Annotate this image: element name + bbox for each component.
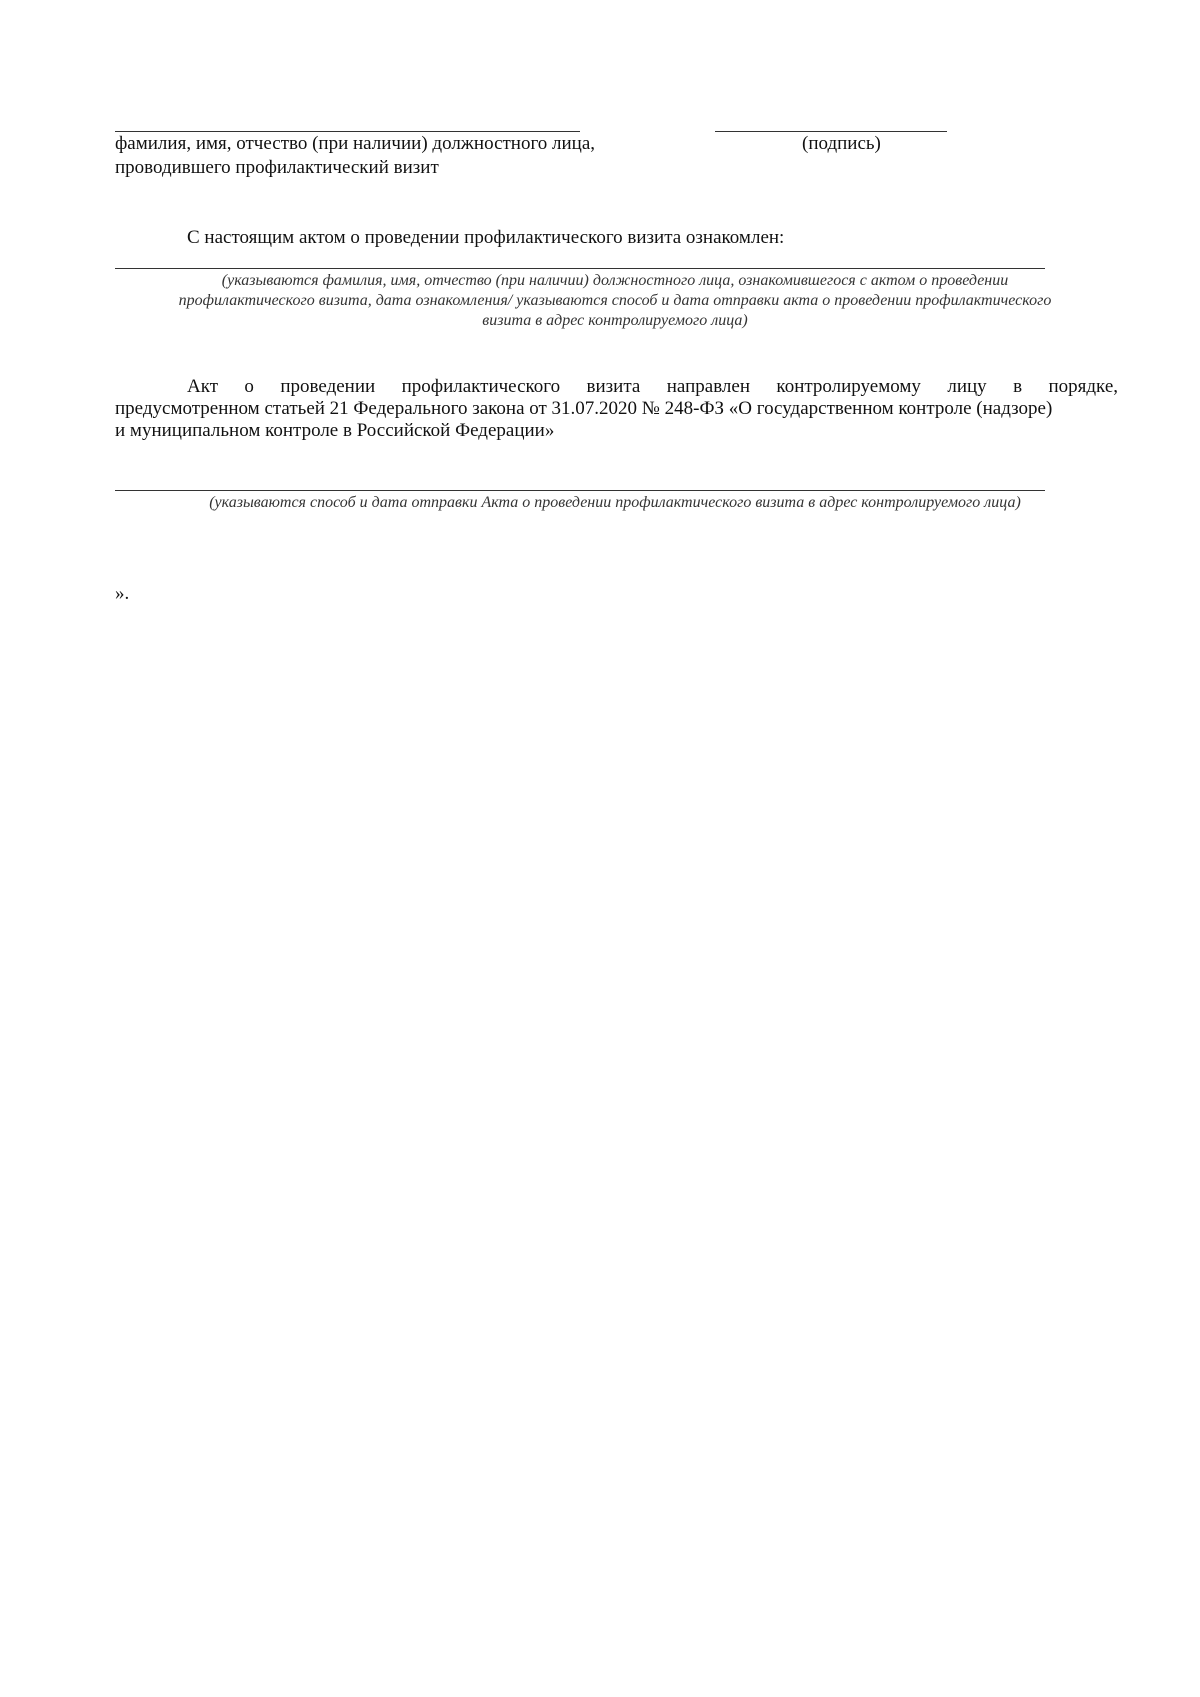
- sending-paragraph-line1: Акт о проведении профилактического визита направлен контролируемому лицу в порядке,: [187, 376, 1118, 397]
- acquaintance-caption-line3: визита в адрес контролируемого лица): [482, 312, 748, 329]
- official-name-caption-line2: проводившего профилактический визит: [115, 157, 439, 178]
- sending-line: [115, 490, 1045, 491]
- official-name-caption: фамилия, имя, отчество (при наличии) должностного лица,: [115, 133, 596, 154]
- sending-caption: (указываются способ и дата отправки Акта о проведении профилактического визита в адрес контролируемого лица): [209, 494, 1021, 511]
- sending-paragraph-line3: и муниципальном контроле в Российской Федерации»: [115, 420, 555, 441]
- closing-quote-mark: ».: [115, 583, 130, 604]
- official-name-line: [115, 131, 580, 132]
- sending-paragraph-line2: предусмотренном статьей 21 Федерального закона от 31.07.2020 № 248-ФЗ «О государственном контроле (надзоре): [115, 398, 1053, 419]
- sending-paragraph: [115, 376, 1118, 442]
- acquaintance-caption: [100, 271, 1130, 331]
- acquaintance-caption-line2: профилактического визита, дата ознакомления/ указываются способ и дата отправки акта о проведении профилактического: [178, 292, 1052, 309]
- acquaintance-line: [115, 268, 1045, 269]
- signature-caption: (подпись): [802, 133, 881, 154]
- signature-line: [715, 131, 947, 132]
- acquaintance-caption-line1: (указываются фамилия, имя, отчество (при наличии) должностного лица, ознакомившегося с актом о проведении: [221, 272, 1009, 289]
- acquaintance-statement: С настоящим актом о проведении профилактического визита ознакомлен:: [187, 227, 785, 248]
